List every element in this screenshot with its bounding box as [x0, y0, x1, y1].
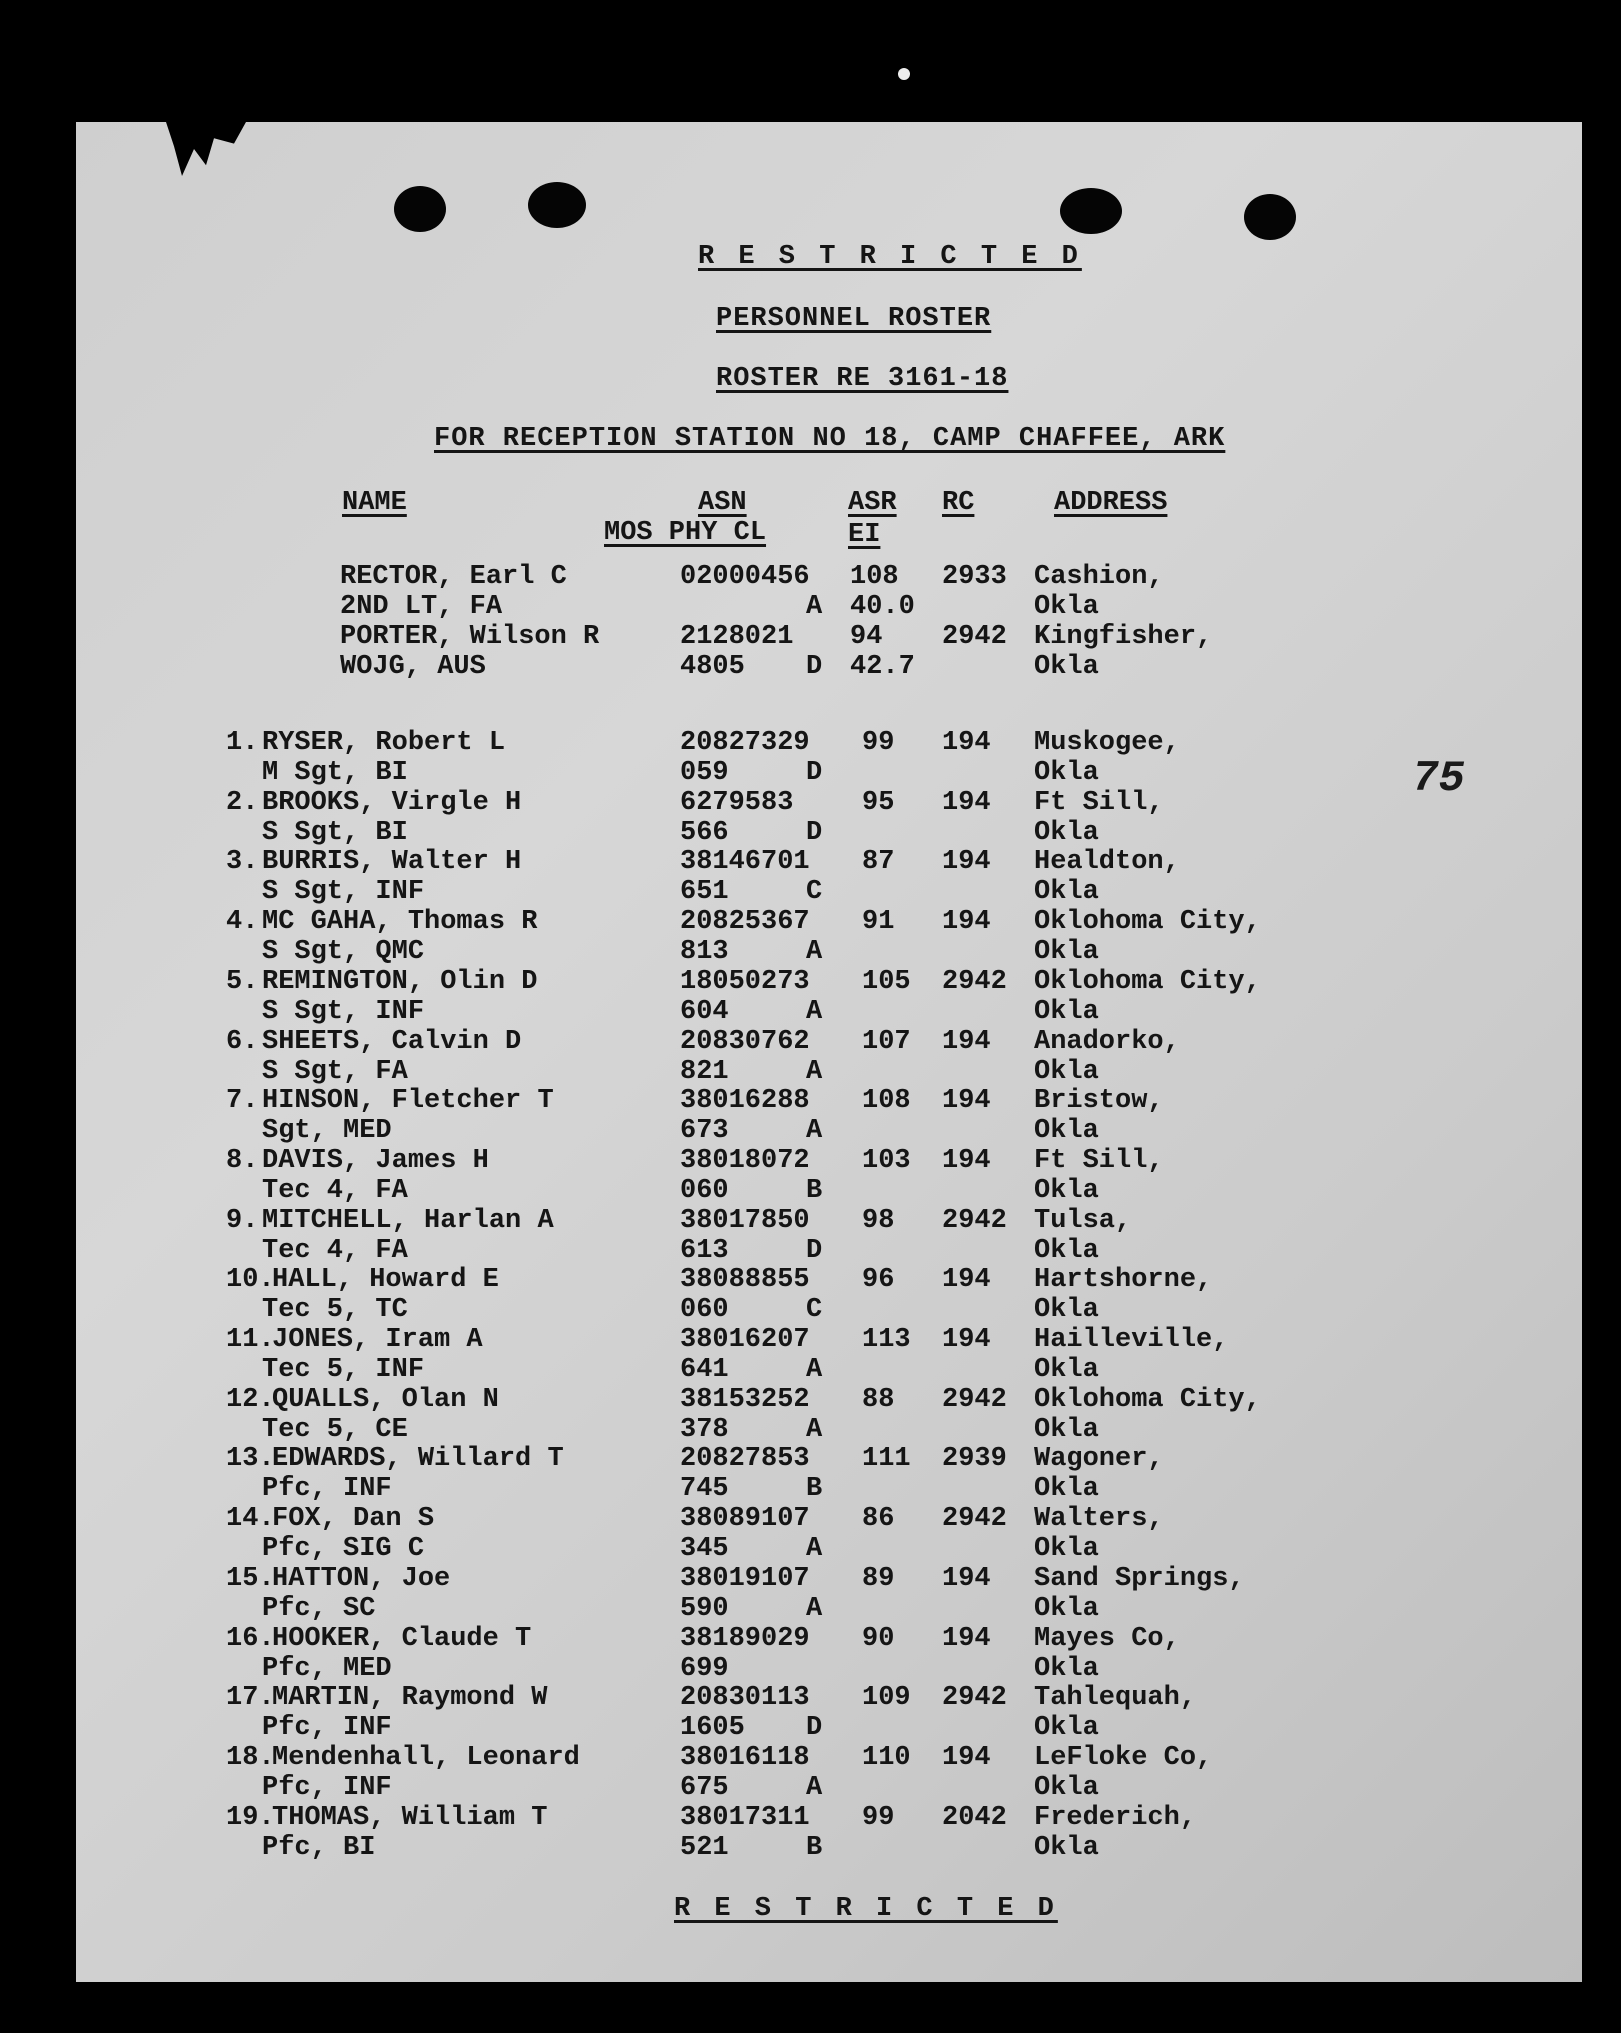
- entry-address-city: Frederich,: [1034, 1802, 1197, 1833]
- entry-rc: 2942: [942, 1683, 1007, 1714]
- entry-address-city: Walters,: [1034, 1504, 1164, 1535]
- entry-asn: 38017311: [680, 1802, 810, 1833]
- entry-address-city: Sand Springs,: [1034, 1563, 1245, 1594]
- entry-address-state: Okla: [1034, 758, 1099, 788]
- entry-phy-cl: B: [806, 1832, 823, 1863]
- entry-mos: 060: [680, 1295, 729, 1326]
- entry-rc: 194: [942, 1145, 991, 1176]
- officer-address-state: Okla: [1034, 652, 1099, 682]
- entry-phy-cl: C: [806, 1295, 823, 1326]
- entry-rank: Pfc, BI: [262, 1832, 376, 1863]
- entry-address-state: Okla: [1034, 1474, 1099, 1505]
- entry-mos: 1605: [680, 1713, 745, 1744]
- entry-phy-cl: A: [806, 1355, 823, 1385]
- entry-rank: Tec 5, CE: [262, 1414, 408, 1445]
- entry-number: 12.: [226, 1384, 275, 1415]
- entry-address-city: Oklohoma City,: [1034, 1384, 1261, 1415]
- entry-phy-cl: C: [806, 877, 823, 908]
- entry-address-city: Oklohoma City,: [1034, 966, 1261, 997]
- entry-name: SHEETS, Calvin D: [262, 1026, 522, 1057]
- entry-address-city: Hailleville,: [1034, 1325, 1229, 1355]
- entry-rank: S Sgt, INF: [262, 996, 425, 1027]
- entry-rc: 194: [942, 1563, 991, 1594]
- entry-mos: 813: [680, 937, 729, 968]
- entry-rank: S Sgt, BI: [262, 817, 408, 848]
- officer-rc: 2942: [942, 622, 1007, 652]
- entry-mos: 651: [680, 877, 729, 908]
- entry-name: Mendenhall, Leonard: [272, 1742, 580, 1773]
- entry-address-state: Okla: [1034, 1056, 1099, 1087]
- entry-phy-cl: B: [806, 1474, 823, 1505]
- officer-address-city: Kingfisher,: [1034, 622, 1213, 652]
- officer-rc: 2933: [942, 562, 1007, 592]
- entry-name: QUALLS, Olan N: [272, 1384, 499, 1415]
- entry-address-state: Okla: [1034, 937, 1099, 968]
- header-ei: EI: [848, 520, 881, 550]
- entry-asr: 96: [862, 1265, 895, 1296]
- entry-number: 10.: [226, 1265, 275, 1296]
- entry-number: 13.: [226, 1444, 275, 1475]
- entry-name: MC GAHA, Thomas R: [262, 907, 538, 938]
- entry-number: 9.: [226, 1205, 259, 1236]
- entry-address-state: Okla: [1034, 1175, 1099, 1206]
- entry-name: DAVIS, James H: [262, 1145, 489, 1176]
- entry-phy-cl: A: [806, 1593, 823, 1624]
- entry-number: 14.: [226, 1504, 275, 1535]
- entry-address-city: Tulsa,: [1034, 1205, 1132, 1236]
- entry-address-state: Okla: [1034, 877, 1099, 908]
- entry-asr: 109: [862, 1683, 911, 1714]
- entry-mos: 675: [680, 1772, 729, 1803]
- entry-address-city: LeFloke Co,: [1034, 1742, 1213, 1773]
- officer-address-state: Okla: [1034, 592, 1099, 622]
- entry-asn: 38019107: [680, 1563, 810, 1594]
- entry-asn: 18050273: [680, 966, 810, 997]
- station-heading: FOR RECEPTION STATION NO 18, CAMP CHAFFEE, ARK: [434, 424, 1226, 454]
- torn-corner: [166, 122, 246, 176]
- entry-address-state: Okla: [1034, 1593, 1099, 1624]
- entry-name: MARTIN, Raymond W: [272, 1683, 548, 1714]
- entry-rc: 194: [942, 1026, 991, 1057]
- entry-asr: 99: [862, 728, 895, 758]
- entry-asn: 20827329: [680, 728, 810, 758]
- entry-asr: 98: [862, 1205, 895, 1236]
- entry-asr: 87: [862, 847, 895, 878]
- entry-address-city: Ft Sill,: [1034, 1145, 1164, 1176]
- punch-hole: [528, 182, 586, 228]
- entry-phy-cl: D: [806, 1713, 823, 1744]
- entry-number: 6.: [226, 1026, 259, 1057]
- officer-ei: 40.0: [850, 592, 915, 622]
- entry-address-state: Okla: [1034, 1116, 1099, 1147]
- entry-number: 11.: [226, 1325, 275, 1355]
- entry-number: 2.: [226, 787, 259, 818]
- entry-mos: 699: [680, 1653, 729, 1684]
- entry-address-state: Okla: [1034, 1235, 1099, 1266]
- entry-asr: 105: [862, 966, 911, 997]
- entry-rank: S Sgt, INF: [262, 877, 425, 908]
- officer-mos: 4805: [680, 652, 745, 682]
- entry-address-state: Okla: [1034, 1772, 1099, 1803]
- entry-phy-cl: A: [806, 996, 823, 1027]
- entry-rank: M Sgt, BI: [262, 758, 408, 788]
- entry-mos: 378: [680, 1414, 729, 1445]
- entry-phy-cl: D: [806, 817, 823, 848]
- entry-name: BROOKS, Virgle H: [262, 787, 522, 818]
- roster-page: [76, 122, 1582, 1982]
- entry-rank: Pfc, SIG C: [262, 1534, 425, 1565]
- entry-mos: 604: [680, 996, 729, 1027]
- entry-mos: 821: [680, 1056, 729, 1087]
- entry-name: RYSER, Robert L: [262, 728, 506, 758]
- entry-rc: 194: [942, 728, 991, 758]
- header-mos-phy-cl: MOS PHY CL: [604, 518, 767, 548]
- entry-rank: Tec 4, FA: [262, 1175, 408, 1206]
- entry-rank: S Sgt, FA: [262, 1056, 408, 1087]
- entry-asn: 38016288: [680, 1086, 810, 1117]
- entry-asr: 89: [862, 1563, 895, 1594]
- entry-asn: 38017850: [680, 1205, 810, 1236]
- entry-rc: 2942: [942, 1384, 1007, 1415]
- entry-mos: 590: [680, 1593, 729, 1624]
- entry-rank: Pfc, INF: [262, 1713, 392, 1744]
- entry-number: 19.: [226, 1802, 275, 1833]
- entry-asr: 88: [862, 1384, 895, 1415]
- entry-phy-cl: A: [806, 1534, 823, 1565]
- entry-asr: 107: [862, 1026, 911, 1057]
- margin-mark: 75: [1412, 754, 1465, 804]
- entry-mos: 060: [680, 1175, 729, 1206]
- entry-address-state: Okla: [1034, 1355, 1099, 1385]
- entry-number: 7.: [226, 1086, 259, 1117]
- entry-asn: 20830113: [680, 1683, 810, 1714]
- entry-rc: 194: [942, 1325, 991, 1355]
- header-asn: ASN: [698, 488, 747, 518]
- entry-rc: 2942: [942, 1504, 1007, 1535]
- entry-address-city: Wagoner,: [1034, 1444, 1164, 1475]
- punch-hole: [1244, 194, 1296, 240]
- entry-asr: 91: [862, 907, 895, 938]
- officer-name: RECTOR, Earl C: [340, 562, 567, 592]
- entry-number: 17.: [226, 1683, 275, 1714]
- entry-rank: Tec 4, FA: [262, 1235, 408, 1266]
- entry-address-city: Bristow,: [1034, 1086, 1164, 1117]
- entry-asn: 20830762: [680, 1026, 810, 1057]
- entry-rank: Sgt, MED: [262, 1116, 392, 1147]
- entry-phy-cl: D: [806, 758, 823, 788]
- entry-mos: 345: [680, 1534, 729, 1565]
- entry-asr: 108: [862, 1086, 911, 1117]
- entry-asn: 38146701: [680, 847, 810, 878]
- punch-hole: [394, 186, 446, 232]
- officer-rank: WOJG, AUS: [340, 652, 486, 682]
- entry-rc: 2942: [942, 966, 1007, 997]
- entry-rc: 194: [942, 1623, 991, 1654]
- entry-name: REMINGTON, Olin D: [262, 966, 538, 997]
- entry-name: HATTON, Joe: [272, 1563, 451, 1594]
- entry-phy-cl: A: [806, 1056, 823, 1087]
- officer-asn: 2128021: [680, 622, 794, 652]
- entry-phy-cl: B: [806, 1175, 823, 1206]
- entry-asn: 20827853: [680, 1444, 810, 1475]
- entry-rc: 194: [942, 847, 991, 878]
- entry-rc: 194: [942, 1265, 991, 1296]
- entry-asn: 38016207: [680, 1325, 810, 1355]
- officer-asr: 94: [850, 622, 883, 652]
- entry-number: 3.: [226, 847, 259, 878]
- entry-address-city: Hartshorne,: [1034, 1265, 1213, 1296]
- entry-address-city: Anadorko,: [1034, 1026, 1180, 1057]
- entry-phy-cl: A: [806, 937, 823, 968]
- officer-ei: 42.7: [850, 652, 915, 682]
- entry-address-state: Okla: [1034, 1832, 1099, 1863]
- entry-name: HOOKER, Claude T: [272, 1623, 532, 1654]
- entry-asr: 110: [862, 1742, 911, 1773]
- officer-asn: 02000456: [680, 562, 810, 592]
- entry-rc: 2939: [942, 1444, 1007, 1475]
- entry-address-state: Okla: [1034, 1713, 1099, 1744]
- entry-rc: 194: [942, 1086, 991, 1117]
- entry-rc: 2042: [942, 1802, 1007, 1833]
- entry-mos: 059: [680, 758, 729, 788]
- entry-phy-cl: A: [806, 1414, 823, 1445]
- entry-name: HALL, Howard E: [272, 1265, 499, 1296]
- entry-address-state: Okla: [1034, 1653, 1099, 1684]
- entry-number: 8.: [226, 1145, 259, 1176]
- entry-mos: 673: [680, 1116, 729, 1147]
- entry-phy-cl: A: [806, 1116, 823, 1147]
- entry-name: MITCHELL, Harlan A: [262, 1205, 554, 1236]
- entry-name: THOMAS, William T: [272, 1802, 548, 1833]
- entry-asr: 90: [862, 1623, 895, 1654]
- entry-asr: 99: [862, 1802, 895, 1833]
- punch-hole: [1060, 188, 1122, 234]
- officer-rank: 2ND LT, FA: [340, 592, 503, 622]
- roster-number: ROSTER RE 3161-18: [716, 364, 1009, 394]
- entry-address-city: Muskogee,: [1034, 728, 1180, 758]
- officer-asr: 108: [850, 562, 899, 592]
- entry-asn: 20825367: [680, 907, 810, 938]
- entry-mos: 566: [680, 817, 729, 848]
- entry-asn: 6279583: [680, 787, 794, 818]
- entry-address-city: Ft Sill,: [1034, 787, 1164, 818]
- entry-address-state: Okla: [1034, 817, 1099, 848]
- entry-address-state: Okla: [1034, 1295, 1099, 1326]
- classification-bottom: R E S T R I C T E D: [674, 1894, 1058, 1924]
- entry-asr: 113: [862, 1325, 911, 1355]
- entry-rank: Pfc, INF: [262, 1474, 392, 1505]
- entry-address-state: Okla: [1034, 1534, 1099, 1565]
- entry-number: 1.: [226, 728, 259, 758]
- officer-name: PORTER, Wilson R: [340, 622, 600, 652]
- entry-name: HINSON, Fletcher T: [262, 1086, 554, 1117]
- officer-phy-cl: A: [806, 592, 823, 622]
- entry-asn: 38088855: [680, 1265, 810, 1296]
- entry-asr: 95: [862, 787, 895, 818]
- entry-number: 5.: [226, 966, 259, 997]
- entry-address-state: Okla: [1034, 996, 1099, 1027]
- entry-rank: Tec 5, INF: [262, 1355, 425, 1385]
- entry-rank: Tec 5, TC: [262, 1295, 408, 1326]
- classification-top: R E S T R I C T E D: [698, 242, 1082, 272]
- entry-asr: 86: [862, 1504, 895, 1535]
- entry-phy-cl: D: [806, 1235, 823, 1266]
- entry-number: 15.: [226, 1563, 275, 1594]
- entry-address-city: Mayes Co,: [1034, 1623, 1180, 1654]
- entry-asn: 38018072: [680, 1145, 810, 1176]
- entry-phy-cl: A: [806, 1772, 823, 1803]
- entry-number: 16.: [226, 1623, 275, 1654]
- entry-mos: 613: [680, 1235, 729, 1266]
- entry-mos: 641: [680, 1355, 729, 1385]
- header-asr: ASR: [848, 488, 897, 518]
- entry-asn: 38089107: [680, 1504, 810, 1535]
- entry-rank: S Sgt, QMC: [262, 937, 425, 968]
- officer-address-city: Cashion,: [1034, 562, 1164, 592]
- entry-asn: 38016118: [680, 1742, 810, 1773]
- header-name: NAME: [342, 488, 407, 518]
- entry-address-city: Healdton,: [1034, 847, 1180, 878]
- entry-asn: 38153252: [680, 1384, 810, 1415]
- entry-name: BURRIS, Walter H: [262, 847, 522, 878]
- entry-rc: 194: [942, 907, 991, 938]
- entry-name: EDWARDS, Willard T: [272, 1444, 564, 1475]
- header-address: ADDRESS: [1054, 488, 1168, 518]
- entry-address-city: Tahlequah,: [1034, 1683, 1197, 1714]
- entry-address-city: Oklohoma City,: [1034, 907, 1261, 938]
- entry-asr: 103: [862, 1145, 911, 1176]
- officer-phy-cl: D: [806, 652, 823, 682]
- entry-rc: 194: [942, 1742, 991, 1773]
- entry-name: JONES, Iram A: [272, 1325, 483, 1355]
- entry-address-state: Okla: [1034, 1414, 1099, 1445]
- entry-name: FOX, Dan S: [272, 1504, 435, 1535]
- film-speck: [898, 68, 910, 80]
- entry-number: 4.: [226, 907, 259, 938]
- entry-mos: 521: [680, 1832, 729, 1863]
- entry-rank: Pfc, MED: [262, 1653, 392, 1684]
- entry-mos: 745: [680, 1474, 729, 1505]
- entry-asr: 111: [862, 1444, 911, 1475]
- entry-rc: 194: [942, 787, 991, 818]
- entry-rank: Pfc, SC: [262, 1593, 376, 1624]
- entry-rc: 2942: [942, 1205, 1007, 1236]
- document-title: PERSONNEL ROSTER: [716, 304, 992, 334]
- entry-number: 18.: [226, 1742, 275, 1773]
- entry-rank: Pfc, INF: [262, 1772, 392, 1803]
- entry-asn: 38189029: [680, 1623, 810, 1654]
- header-rc: RC: [942, 488, 975, 518]
